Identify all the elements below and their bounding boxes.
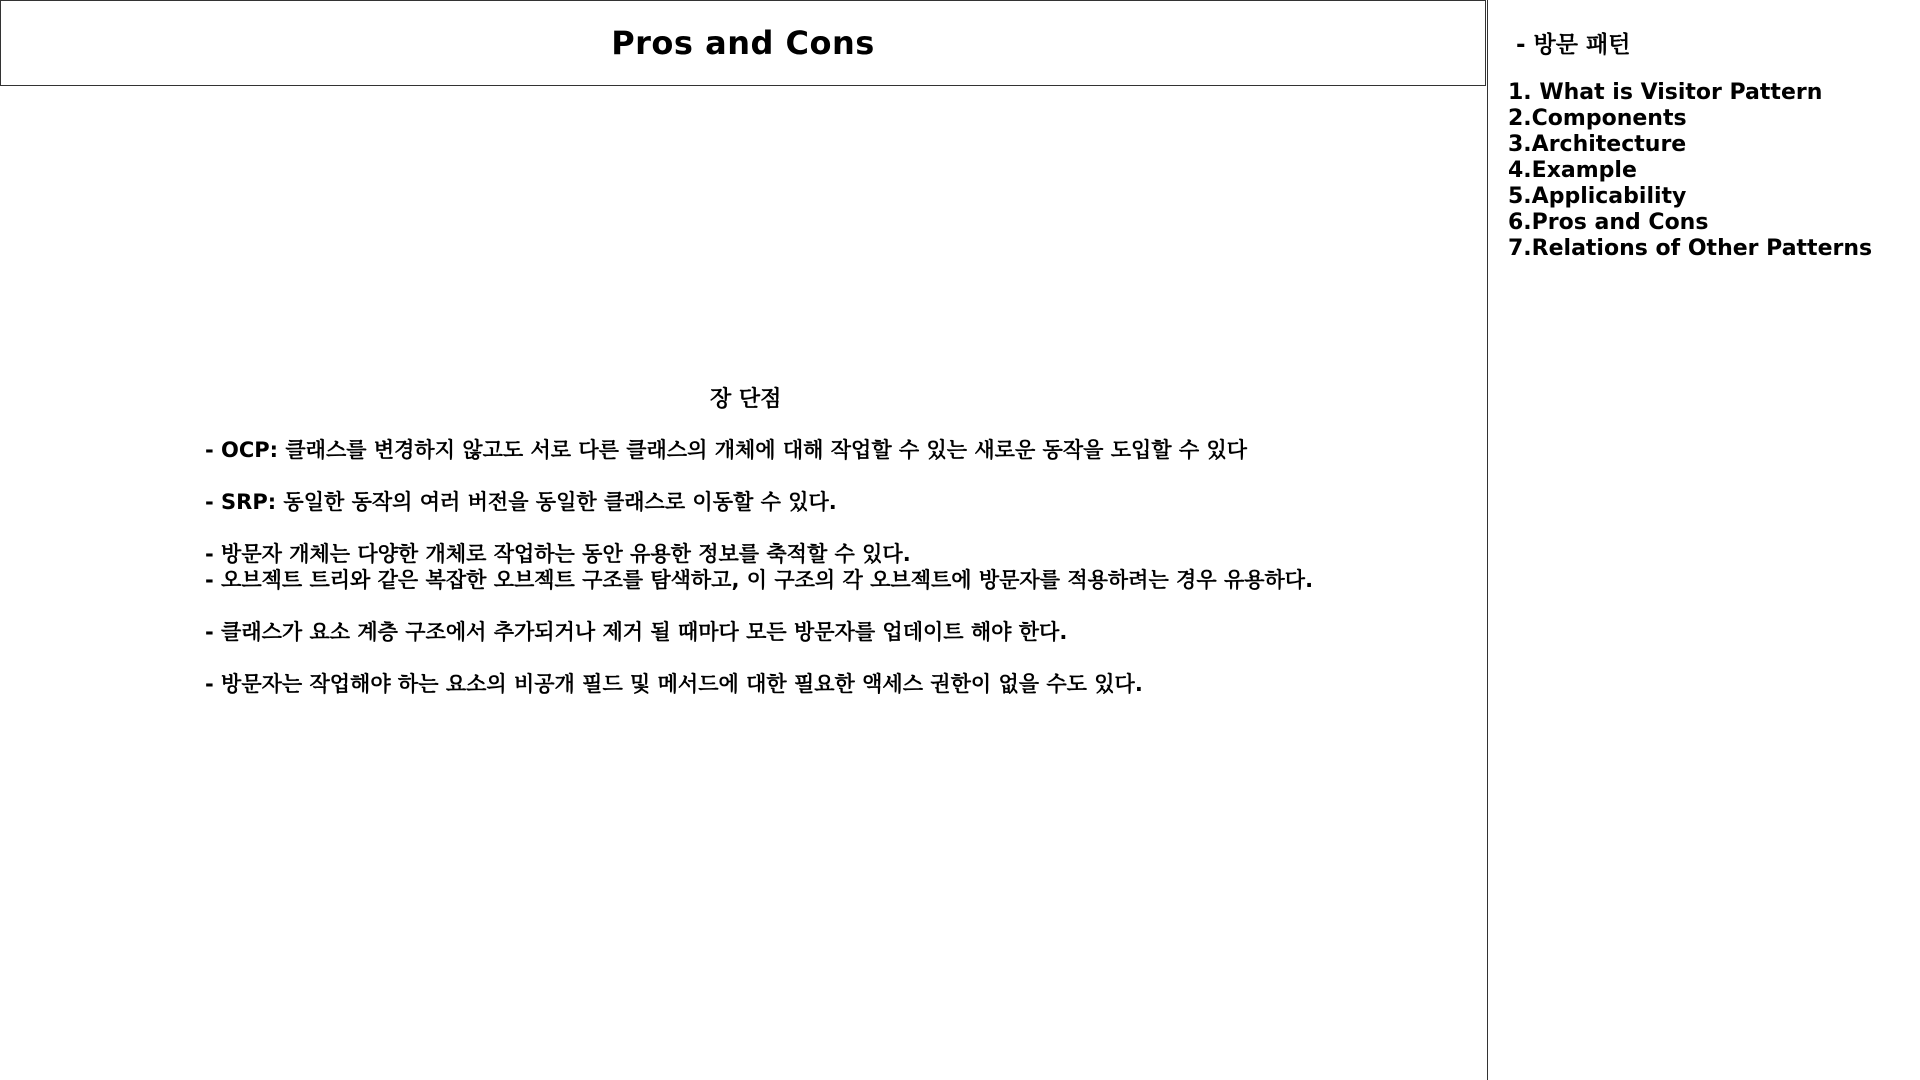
outline-item-architecture: 3.Architecture <box>1508 132 1687 157</box>
outline-item-pros-cons: 6.Pros and Cons <box>1508 210 1709 235</box>
bullet-item: - SRP: 동일한 동작의 여러 버전을 동일한 클래스로 이동할 수 있다. <box>205 490 837 514</box>
outline-item-components: 2.Components <box>1508 106 1687 131</box>
outline-item-what-is: 1. What is Visitor Pattern <box>1508 80 1823 105</box>
bullet-item: - 클래스가 요소 계층 구조에서 추가되거나 제거 될 때마다 모든 방문자를 업데이트 해야 한다. <box>205 620 1068 644</box>
outline-list <box>1508 80 1872 262</box>
page-title: Pros and Cons <box>611 24 875 62</box>
outline-item-relations: 7.Relations of Other Patterns <box>1508 236 1873 261</box>
bullet-item: - OCP: 클래스를 변경하지 않고도 서로 다른 클래스의 개체에 대해 작업할 수 있는 새로운 동작을 도입할 수 있다 <box>205 438 1248 462</box>
sidebar-heading: - 방문 패턴 <box>1516 32 1631 58</box>
bullet-item: - 방문자는 작업해야 하는 요소의 비공개 필드 및 메서드에 대한 필요한 액세스 권한이 없을 수도 있다. <box>205 672 1143 696</box>
bullet-item: - 오브젝트 트리와 같은 복잡한 오브젝트 구조를 탐색하고, 이 구조의 각 오브젝트에 방문자를 적용하려는 경우 유용하다. <box>205 568 1314 592</box>
outline-item-applicability: 5.Applicability <box>1508 184 1687 209</box>
outline-item-example: 4.Example <box>1508 158 1637 183</box>
sidebar-outline <box>1487 0 1920 1080</box>
title-box <box>0 0 1486 86</box>
bullet-list <box>205 437 1313 697</box>
section-heading: 장 단점 <box>710 387 782 412</box>
bullet-item: - 방문자 개체는 다양한 개체로 작업하는 동안 유용한 정보를 축적할 수 있다. <box>205 542 911 566</box>
